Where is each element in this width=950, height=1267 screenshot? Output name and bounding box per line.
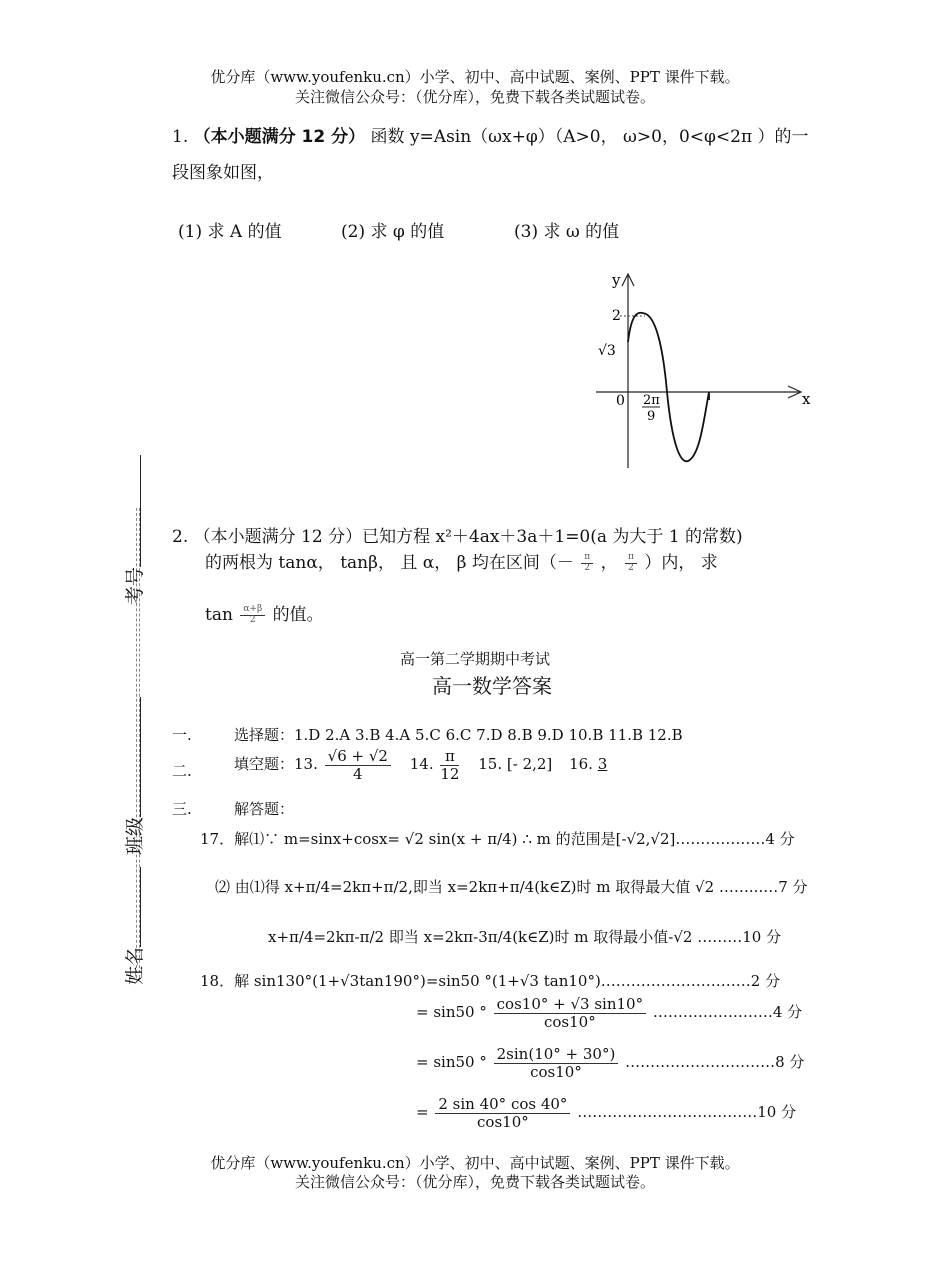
tan-label: tan (205, 605, 233, 625)
question-21-score: （本小题满分 12 分） (193, 127, 366, 147)
question-21-text-2: 段图象如图， (172, 163, 274, 183)
answer-15: [- 2,2] (506, 755, 553, 773)
question-22-text-2a: 的两根为 tanα， tanβ， 且 α， β 均在区间（－ (205, 553, 574, 573)
answer-15-label: 15. (478, 755, 503, 773)
answer-14-label: 14. (409, 755, 434, 773)
answer-18-line-4: = $\frac{2 \sin 40^\circ \cos 40^\circ}{\cos 10^\circ}$ ………………………………10 分 (416, 1095, 797, 1131)
question-22-number: 2. (172, 527, 189, 547)
question-22-line-2 (205, 548, 718, 574)
section-3-label: 解答题： (234, 800, 295, 818)
question-21-number: 1. (172, 127, 189, 147)
answer-18-fraction-2: $\frac{2\sin(10^\circ + 30^\circ)}{\cos 10^\circ}$ (494, 1046, 619, 1080)
question-22 (172, 522, 743, 547)
name-field[interactable]: 姓名 (120, 867, 147, 985)
section-3-number: 三. (172, 800, 192, 818)
header-line-1: 优分库（www.youfenku.cn）小学、初中、高中试题、案例、PPT 课件下载。 (210, 68, 740, 86)
section-1-answers: 选择题：1.D 2.A 3.B 4.A 5.C 6.C 7.D 8.B 9.D 10.B 11.B 12.B (234, 726, 683, 744)
answer-18-line-2: = sin50 ° $\frac{\cos 10^\circ + √3 \sin 10^\circ}{\cos 10^\circ}$ ……………………4 分 (416, 995, 803, 1031)
fill-label: 填空题：13. (234, 755, 318, 773)
class-field[interactable]: 班级 (120, 697, 147, 855)
answer-18-line-1: 18．解 sin130°(1+√3tan190°)=sin50 °(1+√3 tan10°)…………………………2 分 (200, 972, 781, 990)
answer-17-line-2: ⑵ 由⑴得 x+π/4=2kπ+π/2,即当 x=2kπ+π/4(k∈Z)时 m 取得最大值 √2 ……...…7 分 (215, 878, 808, 896)
answer-17-line-1: 17．解⑴∵ m=sinx+cosx= √2 sin(x + π/4) ∴ m 的范围是[-√2,√2]………………4 分 (200, 830, 795, 848)
answer-13: $\frac{√6 + √2}{4}$ (325, 748, 391, 782)
question-21-text-1: 函数 y=Asin（ωx+φ）（A>0， ω>0，0<φ<2π ）的一 (370, 127, 809, 147)
question-22-text-2c: ）内， 求 (644, 553, 718, 573)
answer-16: 3 (597, 755, 608, 773)
answer-14: $\frac{\pi}{12}$ (440, 747, 460, 783)
question-22-tail: 的值。 (272, 605, 324, 625)
question-22-text-1: （本小题满分 12 分）已知方程 x²＋4ax＋3a＋1=0(a 为大于 1 的常数) (193, 527, 743, 547)
y-axis-label: y (612, 271, 621, 289)
y-tick-sqrt3: √3 (598, 343, 616, 359)
answer-18-line-3: = sin50 ° $\frac{2\sin(10^\circ + 30^\circ)}{\cos 10^\circ}$ …………………………8 分 (416, 1045, 805, 1081)
question-21 (172, 122, 809, 147)
exam-title: 高一第二学期期中考试 (400, 650, 551, 668)
answer-18-fraction-3: $\frac{2 \sin 40^\circ \cos 40^\circ}{\cos 10^\circ}$ (435, 1096, 570, 1130)
y-tick-2: 2 (612, 308, 621, 324)
sine-curve (628, 313, 709, 462)
header-line-2: 关注微信公众号：（优分库），免费下载各类试题试卷。 (294, 88, 655, 106)
answer-title: 高一数学答案 (432, 674, 552, 698)
x-tick-denominator: 9 (647, 409, 656, 424)
exam-number-field[interactable]: 考号 (120, 455, 147, 605)
question-21-part-1: (1) 求 A 的值 (178, 222, 282, 242)
question-22-text-2b: ， (600, 553, 618, 573)
section-1-number: 一. (172, 726, 192, 744)
pi-over-2: $\frac{\pi}{2}$ (625, 553, 637, 574)
footer-line-1: 优分库（www.youfenku.cn）小学、初中、高中试题、案例、PPT 课件下载。 (210, 1154, 740, 1172)
question-21-part-3: (3) 求 ω 的值 (514, 222, 620, 242)
neg-pi-over-2: $\frac{\pi}{2}$ (581, 553, 593, 574)
answer-18-fraction-1: $\frac{\cos 10^\circ + √3 \sin 10^\circ}{\cos 10^\circ}$ (494, 996, 646, 1030)
x-axis-label: x (802, 390, 811, 408)
footer-line-2: 关注微信公众号：（优分库），免费下载各类试题试卷。 (294, 1173, 655, 1191)
origin-label: 0 (616, 393, 625, 409)
section-2-number: 二. (172, 762, 192, 780)
x-tick-numerator: 2π (643, 393, 660, 408)
section-2-answers (234, 748, 621, 782)
answer-16-label: 16. (569, 755, 593, 773)
answer-17-line-3: x+π/4=2kπ-π/2 即当 x=2kπ-3π/4(k∈Z)时 m 取得最小值-√2 ………10 分 (268, 928, 782, 946)
question-22-line-3 (205, 600, 324, 626)
alpha-plus-beta-over-2: $\frac{\alpha+\beta}{2}$ (240, 605, 265, 626)
question-21-part-2: (2) 求 φ 的值 (341, 222, 445, 242)
sine-graph (590, 268, 820, 473)
